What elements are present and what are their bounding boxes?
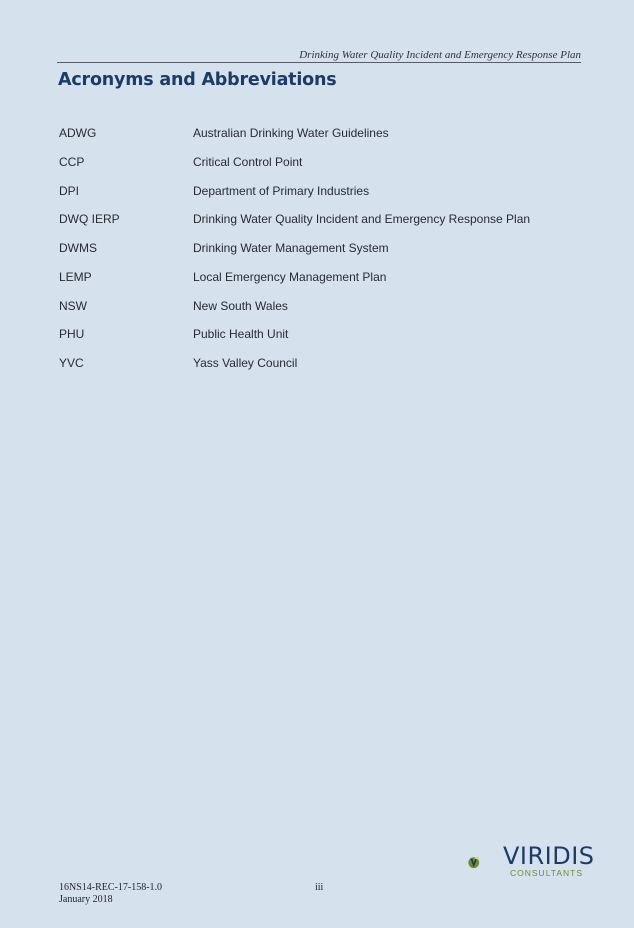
acronym-definition: Critical Control Point	[193, 154, 303, 169]
acronym-definition: Public Health Unit	[193, 327, 289, 342]
running-header: Drinking Water Quality Incident and Emergency Response Plan	[299, 49, 581, 61]
acronym-term: PHU	[59, 327, 85, 342]
acronym-row	[59, 241, 579, 270]
acronym-row	[59, 212, 579, 241]
acronym-term: LEMP	[59, 269, 92, 284]
acronym-definition: New South Wales	[193, 298, 288, 313]
acronym-row	[59, 356, 579, 385]
acronym-row	[59, 155, 579, 184]
acronym-definition: Yass Valley Council	[193, 356, 298, 370]
footer-date: January 2018	[59, 894, 113, 905]
acronym-row	[59, 327, 579, 356]
acronym-definition: Local Emergency Management Plan	[193, 269, 387, 284]
acronym-row	[59, 299, 579, 328]
acronym-term: ADWG	[59, 126, 97, 140]
footer-document-id: 16NS14-REC-17-158-1.0	[59, 882, 163, 893]
logo-wordmark: VIRIDIS	[503, 842, 595, 870]
acronym-term: DPI	[59, 183, 80, 198]
acronym-term: DWMS	[59, 241, 97, 255]
acronym-definition: Drinking Water Quality Incident and Emergency Response Plan	[193, 212, 531, 227]
acronym-list	[59, 126, 579, 385]
viridis-logo-mark-icon	[468, 843, 508, 883]
section-title: Acronyms and Abbreviations	[58, 70, 337, 90]
acronym-term: CCP	[59, 154, 85, 169]
acronym-term: YVC	[59, 356, 84, 370]
acronym-row	[59, 270, 579, 299]
acronym-definition: Department of Primary Industries	[193, 183, 370, 198]
acronym-term: DWQ IERP	[59, 212, 120, 227]
header-rule	[57, 62, 581, 63]
acronym-definition: Drinking Water Management System	[193, 241, 389, 255]
page-number: iii	[315, 882, 324, 893]
acronym-definition: Australian Drinking Water Guidelines	[193, 126, 389, 140]
acronym-row	[59, 126, 579, 155]
acronym-term: NSW	[59, 298, 87, 313]
acronym-row	[59, 184, 579, 213]
logo-subtitle: CONSULTANTS	[510, 868, 584, 878]
